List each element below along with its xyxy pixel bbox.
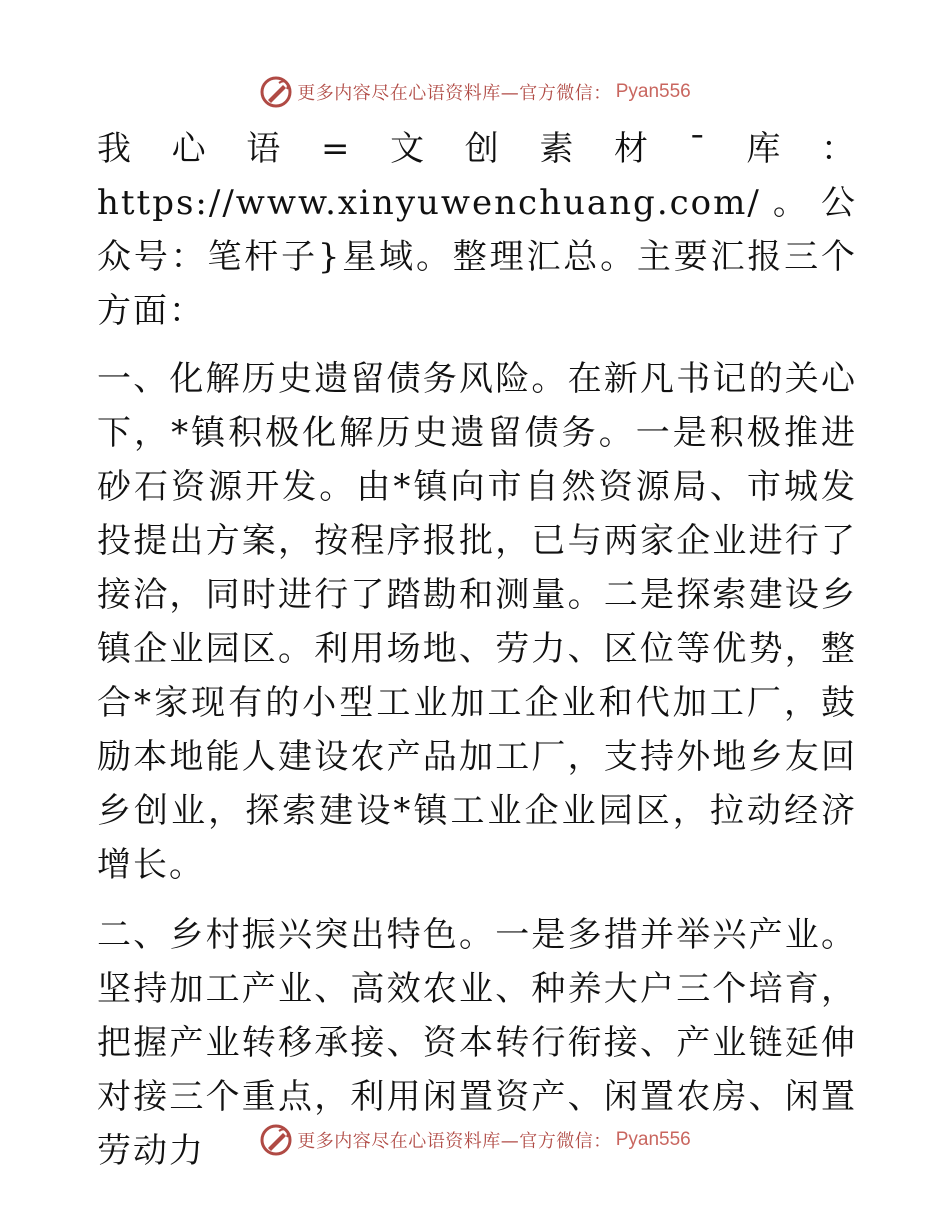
watermark-text: 更多内容尽在心语资料库—官方微信： (297, 83, 612, 104)
section-two-paragraph: 二、乡村振兴突出特色。一是多措并举兴产业。坚持加工产业、高效农业、种养大户三个培育，把握产业转移承接、资本转行衔接、产业链延伸对接三个重点，利用闲置资产、闲置农房、闲置劳动力 (97, 915, 857, 1171)
header-watermark (0, 72, 950, 112)
watermark-wechat-id: Pyan556 (615, 1129, 691, 1150)
watermark-text: 更多内容尽在心语资料库—官方微信： (297, 1131, 612, 1152)
document-body (97, 122, 857, 1194)
footer-watermark (0, 1120, 950, 1160)
intro-paragraph: 我心语=文创素材¯库：https://www.xinyuwenchuang.com/。公众号：笔杆子}星域。整理汇总。主要汇报三个方面： (97, 129, 857, 331)
watermark-wechat-id: Pyan556 (615, 81, 691, 102)
section-one-paragraph: 一、化解历史遗留债务风险。在新凡书记的关心下，*镇积极化解历史遗留债务。一是积极推进砂石资源开发。由*镇向市自然资源局、市城发投提出方案，按程序报批，已与两家企业进行了接洽，同时进行了踏勘和测量。二是探索建设乡镇企业园区。利用场地、劳力、区位等优势，整合*家现有的小型工业加工企业和代加工厂，鼓励本地能人建设农产品加工厂，支持外地乡友回乡创业，探索建设*镇工业企业园区，拉动经济增长。 (97, 359, 857, 885)
quill-circle-logo-icon (259, 1123, 293, 1157)
quill-circle-logo-icon (259, 75, 293, 109)
